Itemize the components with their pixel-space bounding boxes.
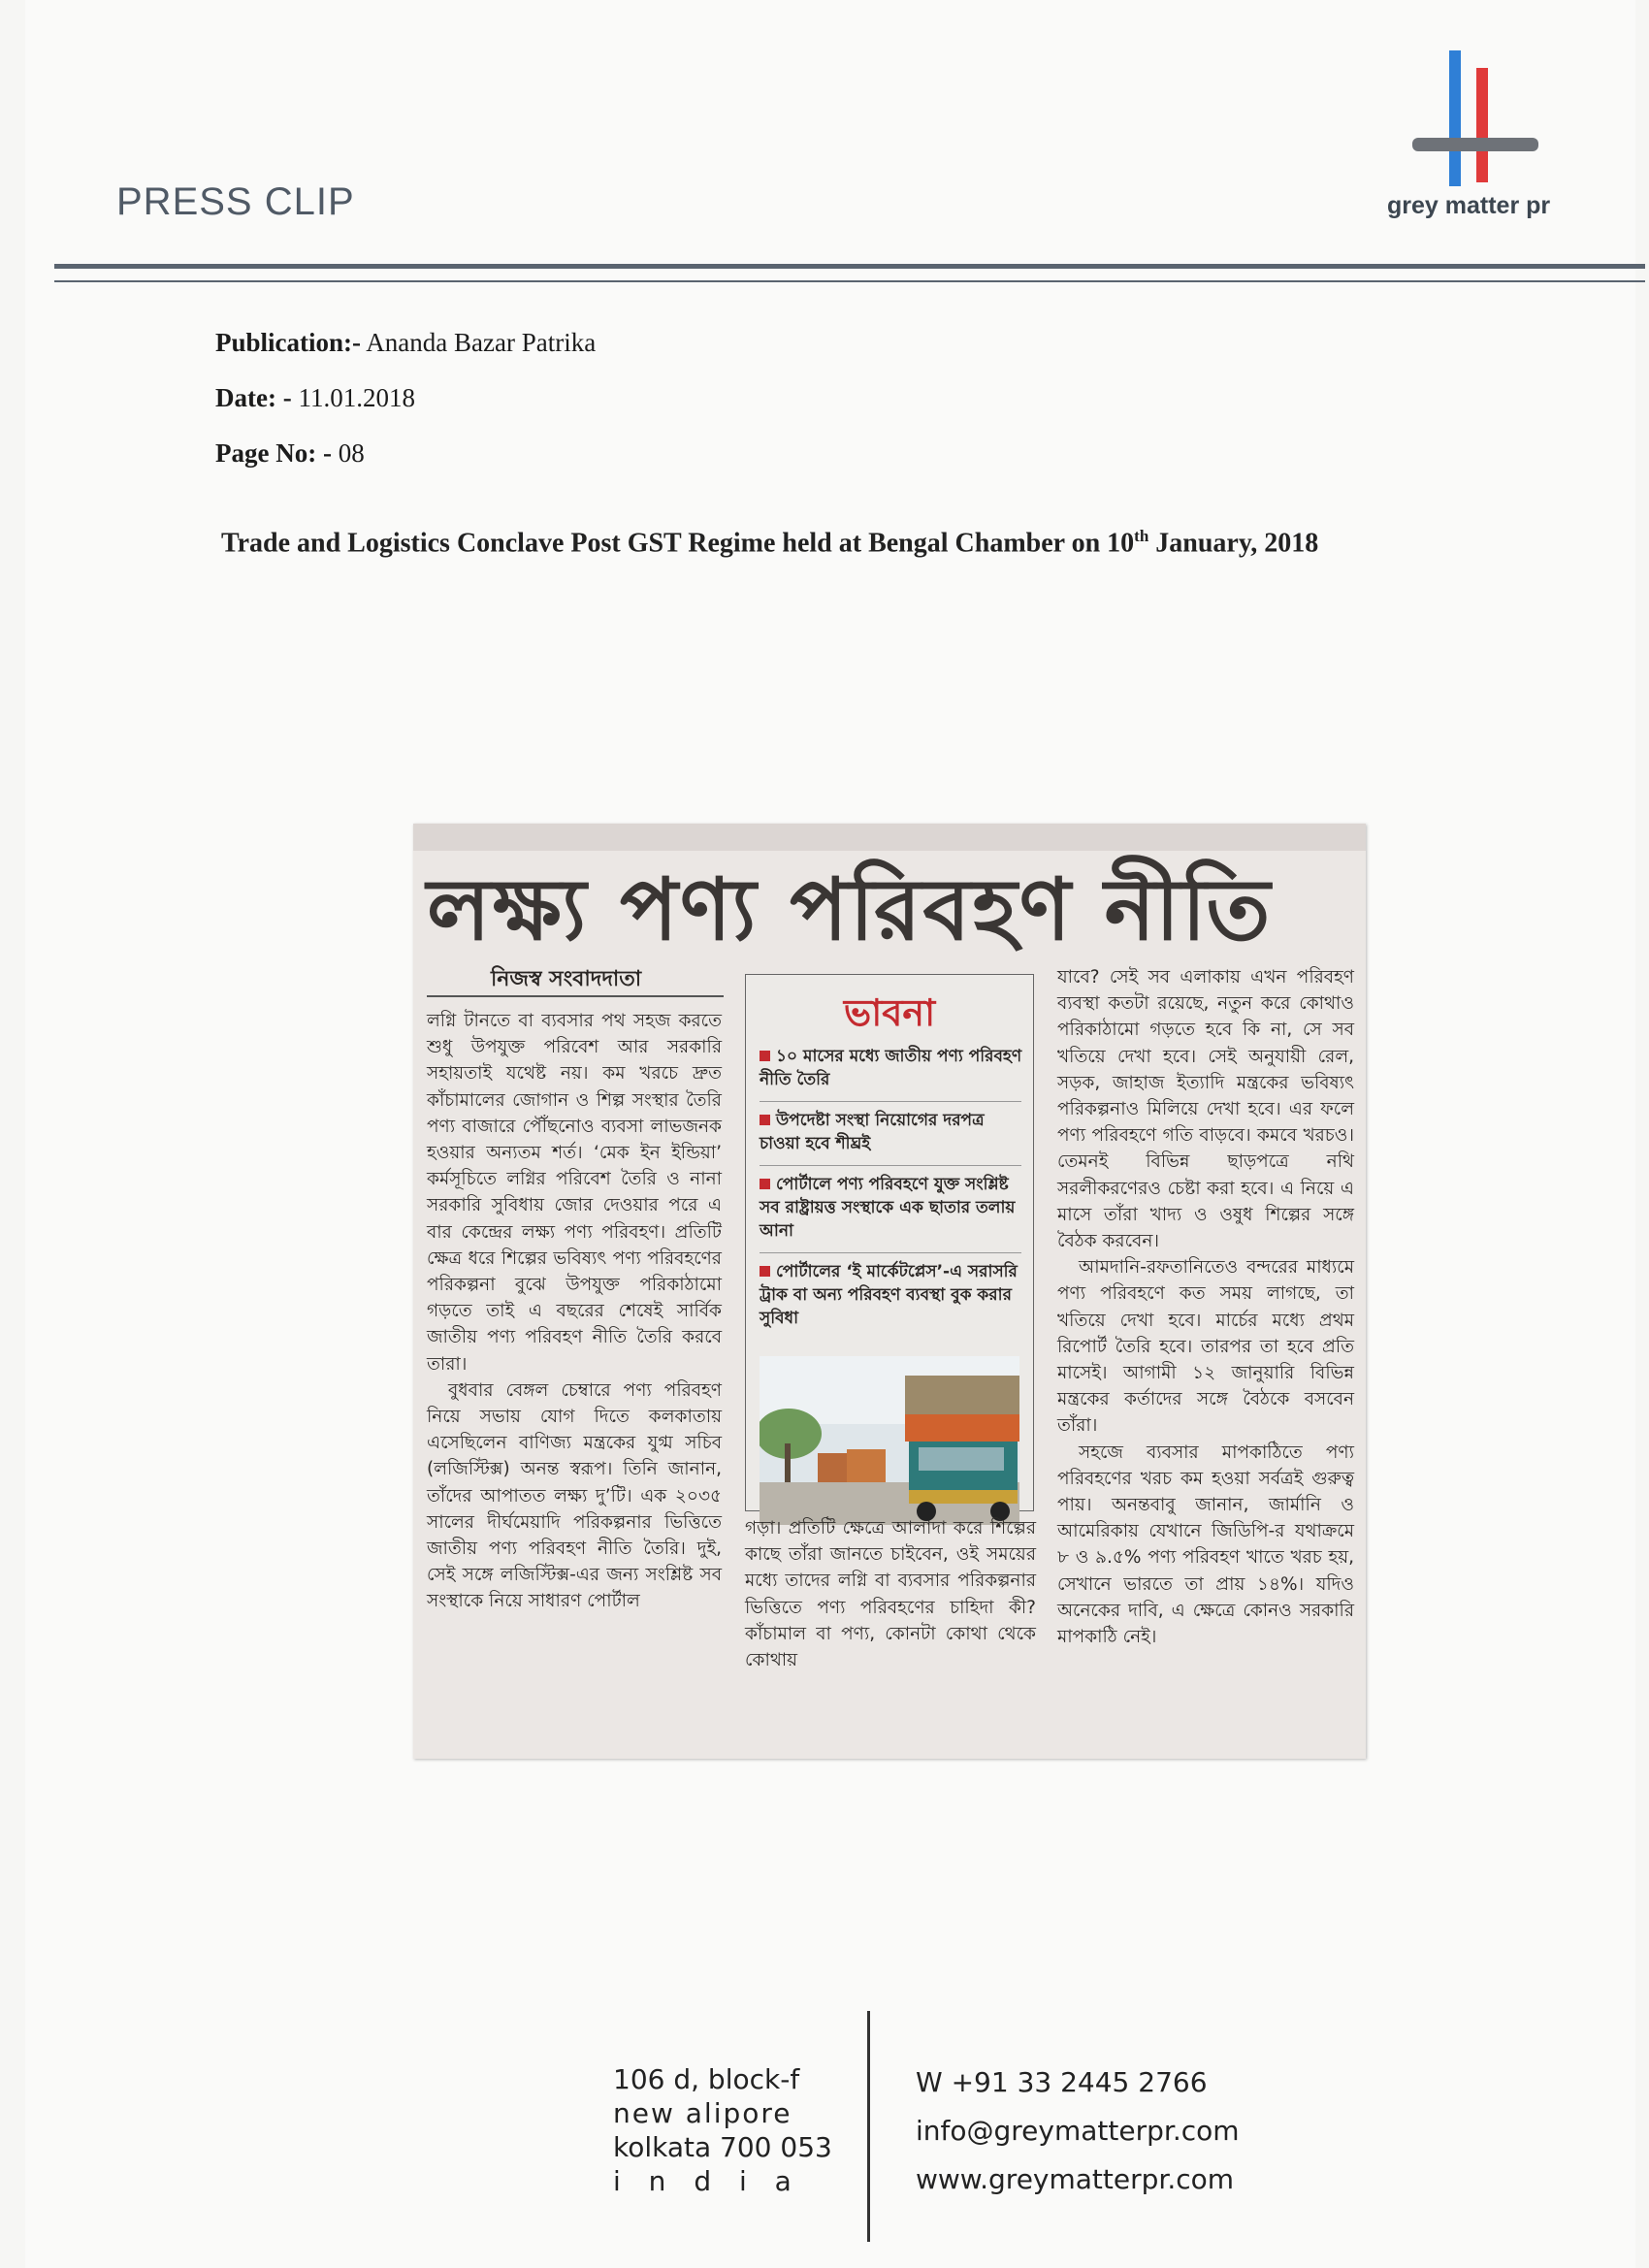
highlights-title: ভাবনা [843,991,936,1034]
column-1-paragraph-1: লগ্নি টানতে বা ব্যবসার পথ সহজ করতে শুধু উপযুক্ত পরিবেশ আর সরকারি সহায়তাই যথেষ্ট নয়। কম খরচে দ্রুত কাঁচামালের জোগান ও শিল্প সংস্থার তৈরি পণ্য বাজারে পৌঁছনোও ব্যবসা লাভজনক হওয়ার অন্যতম শর্ত। ‘মেক ইন ইন্ডিয়া’ কর্মসূচিতে লগ্নির পরিবেশ তৈরি ও নানা সরকারি সুবিধায় জোর দেওয়ার পরে এ বার কেন্দ্রের লক্ষ্য পণ্য পরিবহণ। প্রতিটি ক্ষেত্র ধরে শিল্পের ভবিষ্যৎ পণ্য পরিবহণের পরিকল্পনা বুঝে উপযুক্ত পরিকাঠামো গড়তে তাই এ বছরের শেষেই সার্বিক জাতীয় পণ্য পরিবহণ নীতি তৈরি করবে তারা। [427,1011,722,1375]
press-clip-heading: PRESS CLIP [116,180,355,223]
highlight-item: উপদেষ্টা সংস্থা নিয়োগের দরপত্র চাওয়া হবে শীঘ্রই [760,1111,985,1153]
logo-text: grey matter pr [1387,192,1551,219]
article-column-1 [427,1008,722,1615]
date-line [215,383,415,413]
highlight-item: ১০ মাসের মধ্যে জাতীয় পণ্য পরিবহণ নীতি তৈরি [760,1047,1022,1089]
logo-blue-bar [1449,50,1461,186]
publication-line [215,328,596,358]
bullet-square-icon [760,1115,770,1125]
address-line-1: 106 d, block-f [613,2063,800,2095]
publication-label: Publication:- [215,328,362,357]
date-label: Date: - [215,383,292,412]
page-value: 08 [338,438,365,468]
article-column-2 [745,1515,1036,1673]
header-rule-thin [54,280,1645,282]
highlight-item: পোর্টালে পণ্য পরিবহণে যুক্ত সংশ্লিষ্ট সব রাষ্ট্রায়ত্ত সংস্থাকে এক ছাতার তলায় আনা [760,1175,1016,1241]
bullet-divider [760,1252,1021,1253]
event-headline: Trade and Logistics Conclave Post GST Regime held at Bengal Chamber on 10th January, 2018 [221,527,1319,559]
header-rule [54,264,1645,269]
highlights-box [745,974,1034,1511]
address-line-4: i n d i a [613,2165,801,2197]
footer-divider [867,2011,870,2242]
address-line-3: kolkata 700 053 [613,2131,832,2163]
bullet-square-icon [760,1051,770,1061]
website-link[interactable]: www.greymatterpr.com [916,2163,1235,2195]
highlight-item: পোর্টালের ‘ই মার্কেটপ্লেস’-এ সরাসরি ট্রাক বা অন্য পরিবহণ ব্যবস্থা বুক করার সুবিধা [760,1262,1018,1328]
clipping-title: লক্ষ্য পণ্য পরিবহণ নীতি [427,859,1273,959]
page-line [215,438,365,469]
byline: নিজস্ব সংবাদদাতা [491,967,642,991]
bullet-divider [760,1101,1021,1102]
publication-value: Ananda Bazar Patrika [366,328,597,357]
logo-red-bar [1476,68,1488,182]
press-clip-page [25,0,1635,2268]
column-2-paragraph: গড়া। প্রতিটি ক্ষেত্রে আলাদা করে শিল্পের কাছে তাঁরা জানতে চাইবেন, ওই সময়ের মধ্যে তাদের লগ্নি বা ব্যবসার পরিকল্পনার ভিত্তিতে পণ্য পরিবহণের চাহিদা কী? কাঁচামাল বা পণ্য, কোনটা কোথা থেকে কোথায় [745,1518,1036,1671]
bullet-divider [760,1165,1021,1166]
phone-number: W +91 33 2445 2766 [916,2066,1208,2098]
logo-grey-bar [1412,138,1538,151]
column-1-paragraph-2: বুধবার বেঙ্গল চেম্বারে পণ্য পরিবহণ নিয়ে সভায় যোগ দিতে কলকাতায় এসেছিলেন বাণিজ্য মন্ত্রকের যুগ্ম সচিব (লজিস্টিক্স) অনন্ত স্বরূপ। তিনি জানান, তাঁদের আপাতত লক্ষ্য দু’টি। এক ২০৩৫ সালের দীর্ঘমেয়াদি পরিকল্পনার ভিত্তিতে জাতীয় পণ্য পরিবহণ নীতি তৈরি। দুই, সেই সঙ্গে লজিস্টিক্স-এর জন্য সংশ্লিষ্ট সব সংস্থাকে নিয়ে সাধারণ পোর্টাল [427,1379,722,1612]
byline-rule [427,995,724,997]
column-3-paragraph-1: যাবে? সেই সব এলাকায় এখন পরিবহণ ব্যবস্থা কতটা রয়েছে, নতুন করে কোথাও পরিকাঠামো গড়তে হবে কি না, সে সব খতিয়ে দেখা হবে। সেই অনুযায়ী রেল, সড়ক, জাহাজ ইত্যাদি মন্ত্রকের ভবিষ্যৎ পরিকল্পনাও মিলিয়ে দেখা হবে। এর ফলে পণ্য পরিবহণে গতি বাড়বে। কমবে খরচও। তেমনই বিভিন্ন ছাড়পত্রে নথি সরলীকরণেরও চেষ্টা করা হবে। এ নিয়ে এ মাসে তাঁরা খাদ্য ও ওষুধ শিল্পের সঙ্গে বৈঠক করবেন। [1057,967,1354,1252]
address-line-2: new alipore [613,2097,792,2129]
truck-photo [760,1356,1019,1525]
date-value: 11.01.2018 [298,383,415,412]
article-column-3 [1057,964,1354,1650]
bullet-square-icon [760,1179,770,1189]
page-label: Page No: - [215,438,332,468]
email-link[interactable]: info@greymatterpr.com [916,2115,1240,2147]
bullet-square-icon [760,1266,770,1277]
column-3-paragraph-3: সহজে ব্যবসার মাপকাঠিতে পণ্য পরিবহণের খরচ কম হওয়া সর্বত্রই গুরুত্ব পায়। অনন্তবাবু জানান, জার্মানি ও আমেরিকায় যেখানে জিডিপি-র যথাক্রমে ৮ ও ৯.৫% পণ্য পরিবহণ খাতে খরচ হয়, সেখানে ভারতে তা প্রায় ১৪%। যদিও অনেকের দাবি, এ ক্ষেত্রে কোনও সরকারি মাপকাঠি নেই। [1057,1442,1354,1648]
column-3-paragraph-2: আমদানি-রফতানিতেও বন্দরের মাধ্যমে পণ্য পরিবহণে কত সময় লাগছে, তা খতিয়ে দেখা হবে। মার্চের মধ্যে প্রথম রিপোর্ট তৈরি হবে। তারপর তা হবে প্রতি মাসেই। আগামী ১২ জানুয়ারি বিভিন্ন মন্ত্রকের কর্তাদের সঙ্গে বৈঠকে বসবেন তাঁরা। [1057,1257,1354,1437]
newspaper-clipping [413,824,1366,1759]
